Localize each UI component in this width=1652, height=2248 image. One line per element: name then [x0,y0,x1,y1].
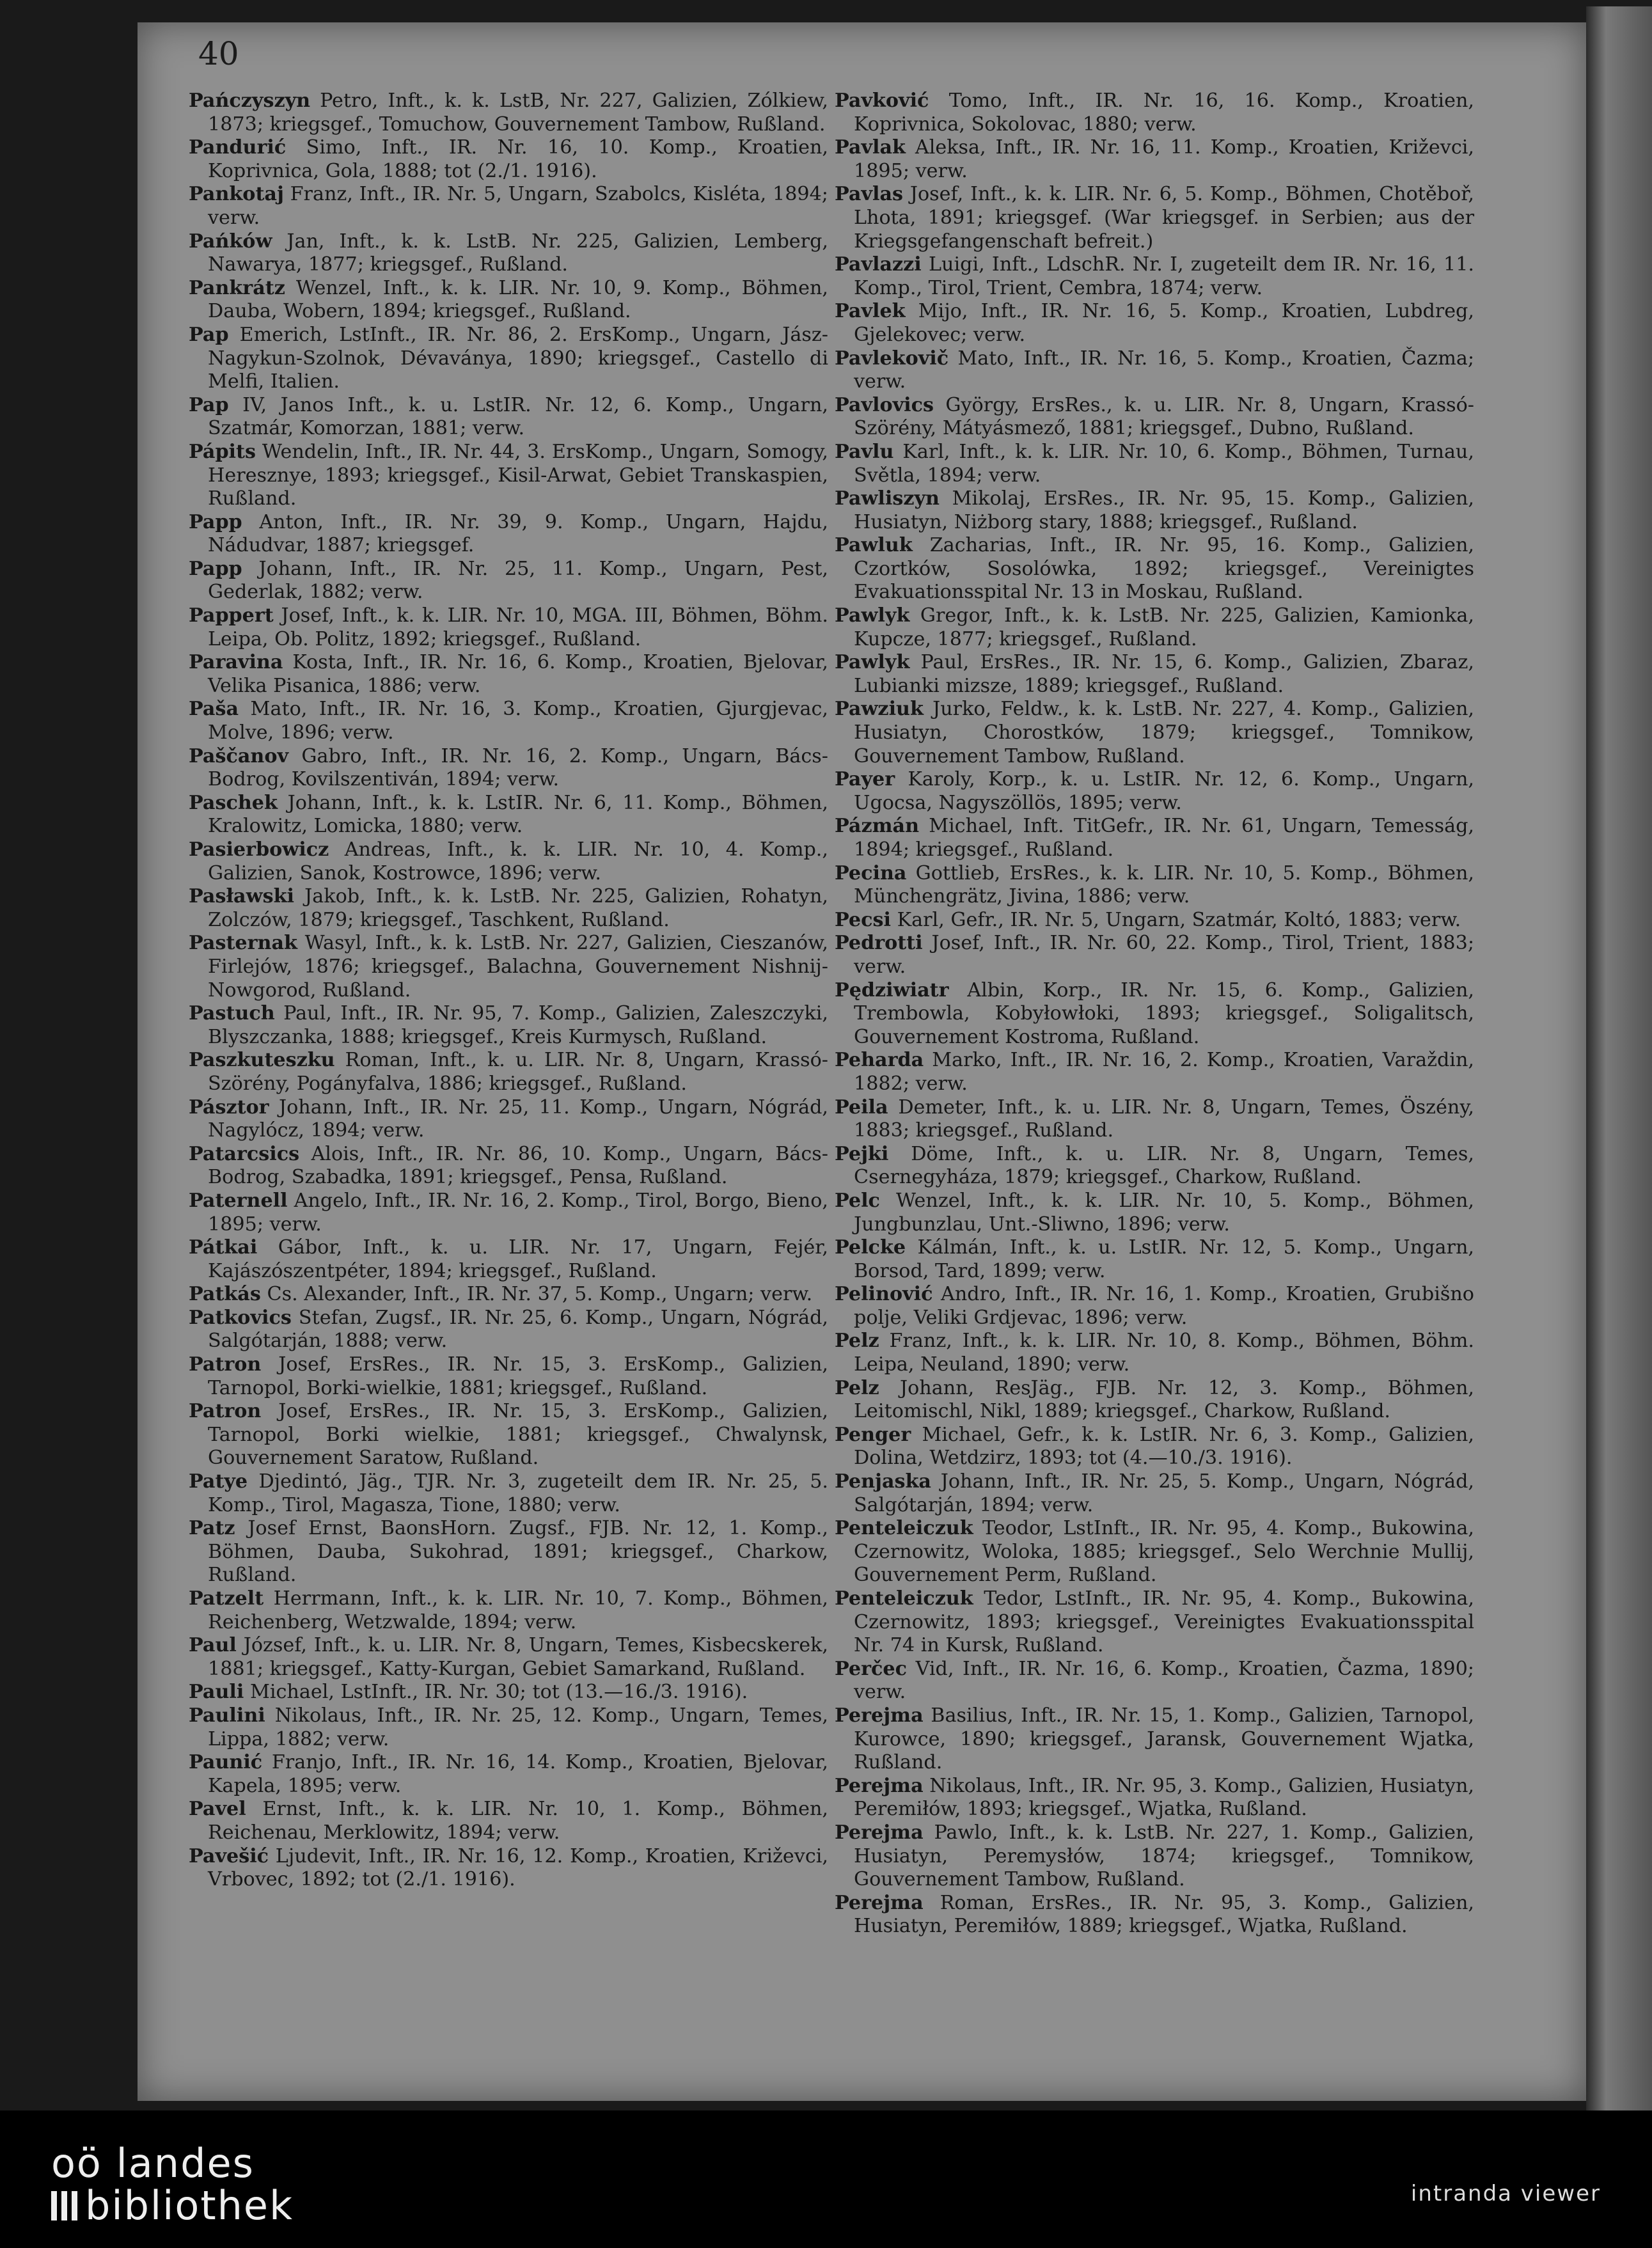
register-entry [189,838,828,885]
entry-surname: Paternell [189,1189,288,1212]
entry-details: Karl, Gefr., IR. Nr. 5, Ungarn, Szatmár, Koltó, 1883; verw. [897,908,1461,931]
entry-details: Johann, Inft., IR. Nr. 25, 5. Komp., Ungarn, Nógrád, Salgótarján, 1894; verw. [854,1470,1474,1516]
entry-details: Michael, LstInft., IR. Nr. 30; tot (13.—16./3. 1916). [249,1681,748,1704]
entry-details: Jurko, Feldw., k. k. LstB. Nr. 227, 4. Komp., Galizien, Husiatyn, Chorostków, 1879; kriegsgef., Tomnikow, Gouvernement Tambow, Rußland. [854,698,1474,767]
register-entry [835,862,1474,909]
register-entry [835,394,1474,441]
entry-details: Albin, Korp., IR. Nr. 15, 6. Komp., Galizien, Trembowla, Kobyłowłoki, 1893; kriegsgef., Soligalitsch, Gouvernement Kostroma, Rußland. [854,979,1474,1048]
entry-surname: Pawlyk [835,651,910,674]
register-entry [835,441,1474,487]
register-entry [189,1470,828,1517]
entry-details: Mijo, Inft., IR. Nr. 16, 5. Komp., Kroatien, Lubdreg, Gjelekovec; verw. [854,300,1474,346]
entry-surname: Pap [189,323,229,346]
entry-details: Gábor, Inft., k. u. LIR. Nr. 17, Ungarn, Fejér, Kajászószentpéter, 1894; kriegsgef., Rußland. [208,1236,828,1282]
entry-surname: Pázmán [835,815,920,838]
entry-surname: Pawlyk [835,604,910,627]
register-entry [835,698,1474,768]
entry-surname: Pappert [189,604,274,627]
entry-details: Döme, Inft., k. u. LIR. Nr. 8, Ungarn, Temes, Csernegyháza, 1879; kriegsgef., Charkow, Rußland. [854,1142,1474,1189]
entry-surname: Payer [835,768,895,791]
entry-surname: Patz [189,1517,235,1540]
register-entry [835,768,1474,815]
entry-surname: Perejma [835,1821,924,1844]
register-entry [189,1704,828,1751]
register-entry [189,1400,828,1470]
entry-surname: Perejma [835,1891,924,1914]
register-entry [189,394,828,441]
entry-details: Nikolaus, Inft., IR. Nr. 25, 12. Komp., Ungarn, Temes, Lippa, 1882; verw. [208,1704,828,1750]
entry-details: Kálmán, Inft., k. u. LstIR. Nr. 12, 5. Komp., Ungarn, Borsod, Tard, 1899; verw. [854,1236,1474,1282]
register-entry [189,511,828,558]
register-entry [189,932,828,1002]
register-entry [189,90,828,136]
entry-details: Jan, Inft., k. k. LstB. Nr. 225, Galizien, Lemberg, Nawarya, 1877; kriegsgef., Rußland. [208,230,828,276]
entry-surname: Patron [189,1353,262,1376]
register-entry [835,1424,1474,1470]
register-entry [835,1470,1474,1517]
viewer-brand[interactable]: intranda viewer [1410,2181,1601,2206]
entry-surname: Pankotaj [189,183,284,206]
entry-surname: Pap [189,393,229,416]
entry-surname: Pavel [189,1798,246,1821]
entry-details: Josef, ErsRes., IR. Nr. 15, 3. ErsKomp., Galizien, Tarnopol, Borki wielkie, 1881; kriegsgef., Chwalynsk, Gouvernement Saratow, Rußland. [208,1400,828,1470]
entry-surname: Pelc [835,1189,880,1212]
entry-surname: Pasternak [189,932,297,955]
register-entry [835,1236,1474,1283]
entry-details: Michael, Inft. TitGefr., IR. Nr. 61, Ungarn, Temesság, 1894; kriegsgef., Rußland. [854,815,1474,861]
entry-surname: Paschek [189,791,278,814]
entry-details: Simo, Inft., IR. Nr. 16, 10. Komp., Kroatien, Koprivnica, Gola, 1888; tot (2./1. 1916). [208,136,828,182]
register-entry [189,651,828,698]
register-entry [189,1190,828,1236]
register-entry [189,745,828,792]
entry-surname: Paulini [189,1704,265,1727]
entry-surname: Pavlek [835,300,906,323]
register-entry [189,1049,828,1096]
logo-text-top: oö landes [51,2140,255,2187]
register-entry [189,1353,828,1400]
entry-surname: Penteleiczuk [835,1517,973,1540]
entry-details: Demeter, Inft., k. u. LIR. Nr. 8, Ungarn, Temes, Öszény, 1883; kriegsgef., Rußland. [854,1096,1474,1142]
entry-surname: Penger [835,1423,911,1446]
entry-surname: Pavlekovič [835,347,949,370]
entry-details: Basilius, Inft., IR. Nr. 15, 1. Komp., Galizien, Tarnopol, Kurowce, 1890; kriegsgef., Jaransk, Gouvernement Wjatka, Rußland. [854,1704,1474,1774]
entry-surname: Pejki [835,1142,889,1165]
scan-edge [1586,6,1652,2110]
entry-details: György, ErsRes., k. u. LIR. Nr. 8, Ungarn, Krassó-Szörény, Mátyásmező, 1881; kriegsgef., Dubno, Rußland. [854,393,1474,440]
register-entry [835,1377,1474,1424]
logo-text-bottom: bibliothek [85,2182,294,2229]
entry-details: Pawlo, Inft., k. k. LstB. Nr. 227, 1. Komp., Galizien, Husiatyn, Peremysłów, 1874; kriegsgef., Tomnikow, Gouvernement Tambow, Rußland. [854,1821,1474,1891]
entry-details: Petro, Inft., k. k. LstB, Nr. 227, Galizien, Zólkiew, 1873; kriegsgef., Tomuchow, Gouvernement Tambow, Rußland. [208,90,828,136]
entry-details: Karoly, Korp., k. u. LstIR. Nr. 12, 6. Komp., Ungarn, Ugocsa, Nagyszöllös, 1895; verw. [854,768,1474,814]
entry-surname: Pawliszyn [835,487,940,510]
entry-surname: Pandurić [189,136,287,159]
entry-surname: Pecina [835,861,907,884]
entry-details: Wenzel, Inft., k. k. LIR. Nr. 10, 9. Komp., Böhmen, Dauba, Wobern, 1894; kriegsgef., Rußland. [208,276,828,323]
entry-details: Ernst, Inft., k. k. LIR. Nr. 10, 1. Komp., Böhmen, Reichenau, Merklowitz, 1894; verw. [208,1798,828,1844]
register-entry [189,1143,828,1190]
register-entry [189,277,828,324]
entry-details: Franjo, Inft., IR. Nr. 16, 14. Komp., Kroatien, Bjelovar, Kapela, 1895; verw. [208,1751,828,1797]
entry-details: Mikolaj, ErsRes., IR. Nr. 95, 15. Komp., Galizien, Husiatyn, Niżborg stary, 1888; kriegsgef., Rußland. [854,487,1474,533]
register-entry [189,604,828,651]
register-entry [189,792,828,838]
entry-details: Karl, Inft., k. k. LIR. Nr. 10, 6. Komp., Böhmen, Turnau, Světla, 1894; verw. [854,440,1474,487]
entry-details: Wasyl, Inft., k. k. LstB. Nr. 227, Galizien, Cieszanów, Firlejów, 1876; kriegsgef., Balachna, Gouvernement Nishnij-Nowgorod, Rußland. [208,932,828,1002]
entry-surname: Papp [189,510,242,533]
register-entry [835,1658,1474,1704]
register-entry [835,136,1474,183]
entry-surname: Pedrotti [835,932,923,955]
entry-surname: Paša [189,698,239,721]
entry-details: Zacharias, Inft., IR. Nr. 95, 16. Komp., Galizien, Czortków, Sosolówka, 1892; kriegsgef., Vereinigtes Evakuationsspital Nr. 13 in Moskau, Rußland. [854,534,1474,604]
entry-surname: Patye [189,1470,248,1493]
entry-details: Gottlieb, ErsRes., k. k. LIR. Nr. 10, 5. Komp., Böhmen, Münchengrätz, Jivina, 1886; verw. [854,861,1474,908]
entry-details: Andro, Inft., IR. Nr. 16, 1. Komp., Kroatien, Grubišno polje, Veliki Grdjevac, 1896; verw. [854,1283,1474,1329]
entry-details: Marko, Inft., IR. Nr. 16, 2. Komp., Kroatien, Varaždin, 1882; verw. [854,1049,1474,1095]
register-entry [835,253,1474,300]
register-entry [189,1587,828,1634]
entry-details: Wenzel, Inft., k. k. LIR. Nr. 10, 5. Komp., Böhmen, Jungbunzlau, Unt.-Sliwno, 1896; verw. [854,1189,1474,1236]
entry-surname: Pavlu [835,440,894,463]
library-logo[interactable] [51,2142,294,2227]
entry-details: Franz, Inft., k. k. LIR. Nr. 10, 8. Komp., Böhmen, Böhm. Leipa, Neuland, 1890; verw. [854,1330,1474,1376]
entry-details: Paul, Inft., IR. Nr. 95, 7. Komp., Galizien, Zaleszczyki, Blyszczanka, 1888; kriegsgef., Kreis Kurmysch, Rußland. [208,1002,828,1048]
entry-surname: Paravina [189,651,283,674]
logo-text-bottom-row [51,2182,294,2229]
register-entry [835,1892,1474,1938]
entry-surname: Pavlazzi [835,253,922,276]
entry-surname: Pasławski [189,885,294,908]
entry-surname: Pańczyszyn [189,90,311,112]
entry-details: Johann, Inft., k. k. LstIR. Nr. 6, 11. Komp., Böhmen, Kralowitz, Lomicka, 1880; verw. [208,791,828,838]
entry-surname: Pasierbowicz [189,838,329,861]
entry-surname: Pavlovics [835,393,934,416]
entry-surname: Penjaska [835,1470,931,1493]
entry-details: Djedintó, Jäg., TJR. Nr. 3, zugeteilt dem IR. Nr. 25, 5. Komp., Tirol, Magasza, Tione, 1880; verw. [208,1470,828,1516]
register-entry [835,1096,1474,1143]
entry-surname: Paunić [189,1751,263,1774]
register-entry [835,979,1474,1049]
register-entry [835,347,1474,394]
register-entry [835,487,1474,534]
entry-details: Herrmann, Inft., k. k. LIR. Nr. 10, 7. Komp., Böhmen, Reichenberg, Wetzwalde, 1894; verw. [208,1587,828,1633]
register-entry [835,183,1474,253]
register-entry [189,1236,828,1283]
entry-details: Mato, Inft., IR. Nr. 16, 5. Komp., Kroatien, Čazma; verw. [854,347,1474,393]
register-entry [835,932,1474,979]
register-entry [835,815,1474,861]
register-entry [189,1283,828,1307]
entry-details: Stefan, Zugsf., IR. Nr. 25, 6. Komp., Ungarn, Nógrád, Salgótarján, 1888; verw. [208,1306,828,1353]
entry-details: Gregor, Inft., k. k. LstB. Nr. 225, Galizien, Kamionka, Kupcze, 1877; kriegsgef., Rußland. [854,604,1474,650]
register-entry [189,1681,828,1704]
entry-details: Josef, ErsRes., IR. Nr. 15, 3. ErsKomp., Galizien, Tarnopol, Borki-wielkie, 1881; kriegsgef., Rußland. [208,1353,828,1399]
entry-details: Michael, Gefr., k. k. LstIR. Nr. 6, 3. Komp., Galizien, Dolina, Wetdzirz, 1893; tot (4.—10./3. 1916). [854,1423,1474,1470]
entry-details: Franz, Inft., IR. Nr. 5, Ungarn, Szabolcs, Kisléta, 1894; verw. [208,183,828,229]
entry-details: Alois, Inft., IR. Nr. 86, 10. Komp., Ungarn, Bács-Bodrog, Szabadka, 1891; kriegsgef., Pensa, Rußland. [208,1142,828,1189]
entry-details: Johann, Inft., IR. Nr. 25, 11. Komp., Ungarn, Nógrád, Nagylócz, 1894; verw. [208,1096,828,1142]
register-entry [189,1751,828,1798]
entry-surname: Pankrátz [189,276,285,299]
register-entry [189,136,828,183]
entry-surname: Pavešić [189,1844,269,1867]
entry-surname: Pavlas [835,183,904,206]
register-entry [835,1143,1474,1190]
left-column [189,90,828,1892]
logo-bars-icon [51,2191,77,2220]
entry-details: Roman, ErsRes., IR. Nr. 95, 3. Komp., Galizien, Husiatyn, Peremiłów, 1889; kriegsgef., Wjatka, Rußland. [854,1891,1474,1938]
register-entry [189,1096,828,1143]
entry-details: József, Inft., k. u. LIR. Nr. 8, Ungarn, Temes, Kisbecskerek, 1881; kriegsgef., Katty-Kurgan, Gebiet Samarkand, Rußland. [208,1634,828,1680]
register-entry [189,324,828,394]
entry-surname: Paščanov [189,744,289,767]
entry-surname: Pavlak [835,136,906,159]
entry-surname: Pelinović [835,1283,933,1306]
entry-details: Ljudevit, Inft., IR. Nr. 16, 12. Komp., Kroatien, Križevci, Vrbovec, 1892; tot (2./1. 1916). [208,1844,828,1891]
register-entry [835,300,1474,347]
register-entry [189,885,828,932]
register-entry [835,1049,1474,1096]
entry-details: Josef Ernst, BaonsHorn. Zugsf., FJB. Nr. 12, 1. Komp., Böhmen, Dauba, Sukohrad, 1891; kriegsgef., Charkow, Rußland. [208,1517,828,1587]
entry-details: Aleksa, Inft., IR. Nr. 16, 11. Komp., Kroatien, Križevci, 1895; verw. [854,136,1474,182]
entry-surname: Pauli [189,1681,244,1704]
entry-details: Cs. Alexander, Inft., IR. Nr. 37, 5. Komp., Ungarn; verw. [267,1283,813,1306]
entry-details: Wendelin, Inft., IR. Nr. 44, 3. ErsKomp., Ungarn, Somogy, Heresznye, 1893; kriegsgef., Kisil-Arwat, Gebiet Transkaspien, Rußland. [208,440,828,510]
entry-details: Josef, Inft., k. k. LIR. Nr. 10, MGA. III, Böhmen, Böhm. Leipa, Ob. Politz, 1892; kriegsgef., Rußland. [208,604,828,650]
entry-details: Nikolaus, Inft., IR. Nr. 95, 3. Komp., Galizien, Husiatyn, Peremiłów, 1893; kriegsgef., Wjatka, Rußland. [854,1774,1474,1821]
entry-surname: Pavković [835,90,929,112]
entry-surname: Patron [189,1400,262,1423]
register-entry [835,909,1474,932]
register-entry [189,1798,828,1844]
register-entry [189,1307,828,1353]
entry-details: Anton, Inft., IR. Nr. 39, 9. Komp., Ungarn, Hajdu, Nádudvar, 1887; kriegsgef. [208,510,828,557]
register-entry [835,1775,1474,1821]
entry-surname: Pańków [189,230,272,253]
register-entry [189,1002,828,1049]
entry-surname: Perejma [835,1774,924,1797]
entry-surname: Papp [189,557,242,580]
entry-surname: Penteleiczuk [835,1587,973,1610]
register-entry [189,230,828,277]
entry-details: Mato, Inft., IR. Nr. 16, 3. Komp., Kroatien, Gjurgjevac, Molve, 1896; verw. [208,698,828,744]
entry-surname: Patarcsics [189,1142,300,1165]
register-entry [189,698,828,744]
entry-surname: Paszkuteszku [189,1049,335,1072]
register-entry [189,1845,828,1892]
entry-surname: Pawluk [835,534,913,557]
register-entry [189,441,828,511]
register-entry [835,1704,1474,1775]
page-number: 40 [198,35,239,72]
register-entry [835,1587,1474,1658]
register-entry [189,558,828,604]
entry-surname: Pásztor [189,1096,269,1119]
entry-details: IV, Janos Inft., k. u. LstIR. Nr. 12, 6. Komp., Ungarn, Szatmár, Komorzan, 1881; verw. [208,393,828,440]
entry-surname: Pelz [835,1330,879,1353]
entry-details: Josef, Inft., IR. Nr. 60, 22. Komp., Tirol, Trient, 1883; verw. [854,932,1474,978]
entry-surname: Perejma [835,1704,924,1727]
entry-details: Paul, ErsRes., IR. Nr. 15, 6. Komp., Galizien, Zbaraz, Lubianki mizsze, 1889; kriegsgef., Rußland. [854,651,1474,697]
entry-surname: Peharda [835,1049,924,1072]
entry-surname: Pecsi [835,908,891,931]
entry-details: Roman, Inft., k. u. LIR. Nr. 8, Ungarn, Krassó-Szörény, Pogányfalva, 1886; kriegsgef., Rußland. [208,1049,828,1095]
register-entry [835,1330,1474,1376]
register-entry [835,1517,1474,1587]
entry-surname: Patkás [189,1283,261,1306]
entry-details: Teodor, LstInft., IR. Nr. 95, 4. Komp., Bukowina, Czernowitz, Woloka, 1885; kriegsgef., Selo Werchnie Mullij, Gouvernement Perm, Rußland. [854,1517,1474,1587]
entry-surname: Perčec [835,1657,907,1680]
document-page [138,22,1586,2101]
entry-surname: Pátkai [189,1236,258,1259]
entry-surname: Patkovics [189,1306,292,1329]
register-entry [835,1821,1474,1892]
entry-details: Jakob, Inft., k. k. LstB. Nr. 225, Galizien, Rohatyn, Zolczów, 1879; kriegsgef., Taschkent, Rußland. [208,885,828,931]
entry-details: Johann, Inft., IR. Nr. 25, 11. Komp., Ungarn, Pest, Gederlak, 1882; verw. [208,557,828,604]
entry-surname: Pelz [835,1376,879,1399]
register-entry [835,534,1474,604]
entry-details: Emerich, LstInft., IR. Nr. 86, 2. ErsKomp., Ungarn, Jász-Nagykun-Szolnok, Dévaványa, 1890; kriegsgef., Castello di Melfi, Italien. [208,323,828,393]
entry-surname: Patzelt [189,1587,264,1610]
entry-surname: Pápits [189,440,256,463]
entry-surname: Peila [835,1096,888,1119]
right-column [835,90,1474,1938]
register-entry [835,1190,1474,1236]
entry-details: Kosta, Inft., IR. Nr. 16, 6. Komp., Kroatien, Bjelovar, Velika Pisanica, 1886; verw. [208,651,828,697]
entry-details: Luigi, Inft., LdschR. Nr. I, zugeteilt dem IR. Nr. 16, 11. Komp., Tirol, Trient, Cembra, 1874; verw. [854,253,1474,299]
viewer-footer [0,2110,1652,2248]
entry-surname: Pawziuk [835,698,924,721]
entry-surname: Paul [189,1634,237,1657]
register-entry [835,651,1474,698]
register-entry [189,1634,828,1681]
entry-surname: Pastuch [189,1002,275,1025]
register-entry [835,90,1474,136]
register-entry [835,1283,1474,1330]
register-entry [835,604,1474,651]
entry-details: Tomo, Inft., IR. Nr. 16, 16. Komp., Kroatien, Koprivnica, Sokolovac, 1880; verw. [854,90,1474,136]
entry-surname: Pelcke [835,1236,906,1259]
entry-details: Angelo, Inft., IR. Nr. 16, 2. Komp., Tirol, Borgo, Bieno, 1895; verw. [208,1189,828,1236]
entry-details: Andreas, Inft., k. k. LIR. Nr. 10, 4. Komp., Galizien, Sanok, Kostrowce, 1896; verw. [208,838,828,884]
entry-details: Tedor, LstInft., IR. Nr. 95, 4. Komp., Bukowina, Czernowitz, 1893; kriegsgef., Vereinigtes Evakuationsspital Nr. 74 in Kursk, Rußland. [854,1587,1474,1657]
register-entry [189,183,828,230]
entry-details: Johann, ResJäg., FJB. Nr. 12, 3. Komp., Böhmen, Leitomischl, Nikl, 1889; kriegsgef., Charkow, Rußland. [854,1376,1474,1423]
register-entry [189,1517,828,1587]
entry-surname: Pędziwiatr [835,979,949,1002]
entry-details: Gabro, Inft., IR. Nr. 16, 2. Komp., Ungarn, Bács-Bodrog, Kovilszentiván, 1894; verw. [208,744,828,791]
entry-details: Vid, Inft., IR. Nr. 16, 6. Komp., Kroatien, Čazma, 1890; verw. [854,1657,1474,1704]
entry-details: Josef, Inft., k. k. LIR. Nr. 6, 5. Komp., Böhmen, Chotěboř, Lhota, 1891; kriegsgef. (War kriegsgef. in Serbien; aus der Kriegsgefangenschaft befreit.) [854,183,1474,253]
